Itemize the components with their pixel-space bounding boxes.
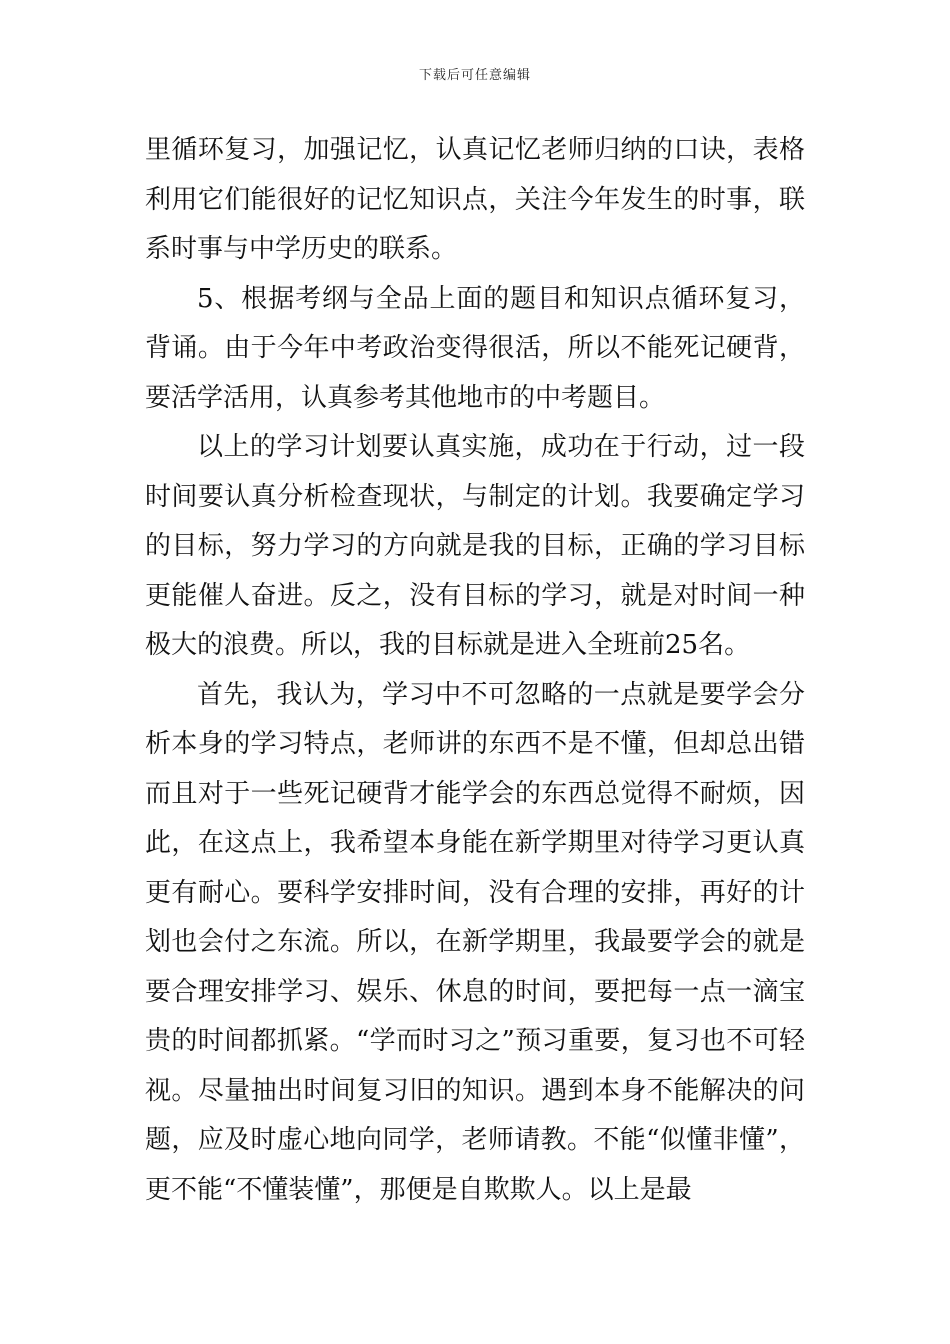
paragraph-continuation: 里循环复习，加强记忆，认真记忆老师归纳的口诀，表格利用它们能很好的记忆知识点，关注今年发生的时事，联系时事与中学历史的联系。 [145, 135, 805, 264]
document-body [145, 126, 805, 1215]
paragraph-plan-implementation: 以上的学习计划要认真实施，成功在于行动，过一段时间要认真分析检查现状，与制定的计划。我要确定学习的目标，努力学习的方向就是我的目标，正确的学习目标更能催人奋进。反之，没有目标的学习，就是对时间一种极大的浪费。所以，我的目标就是进入全班前25名。 [145, 432, 805, 660]
paragraph-item-5: 5、根据考纲与全品上面的题目和知识点循环复习，背诵。由于今年中考政治变得很活，所以不能死记硬背，要活学活用，认真参考其他地市的中考题目。 [145, 283, 805, 413]
paragraph-first-point: 首先，我认为，学习中不可忽略的一点就是要学会分析本身的学习特点，老师讲的东西不是不懂，但却总出错而且对于一些死记硬背才能学会的东西总觉得不耐烦，因此，在这点上，我希望本身能在新学期里对待学习更认真更有耐心。要科学安排时间，没有合理的安排，再好的计划也会付之东流。所以，在新学期里，我最要学会的就是要合理安排学习、娱乐、休息的时间，要把每一点一滴宝贵的时间都抓紧。“学而时习之”预习重要，复习也不可轻视。尽量抽出时间复习旧的知识。遇到本身不能解决的问题，应及时虚心地向同学，老师请教。不能“似懂非懂”，更不能“不懂装懂”，那便是自欺欺人。以上是最 [145, 679, 805, 1205]
page-header: 下载后可任意编辑 [418, 68, 531, 83]
